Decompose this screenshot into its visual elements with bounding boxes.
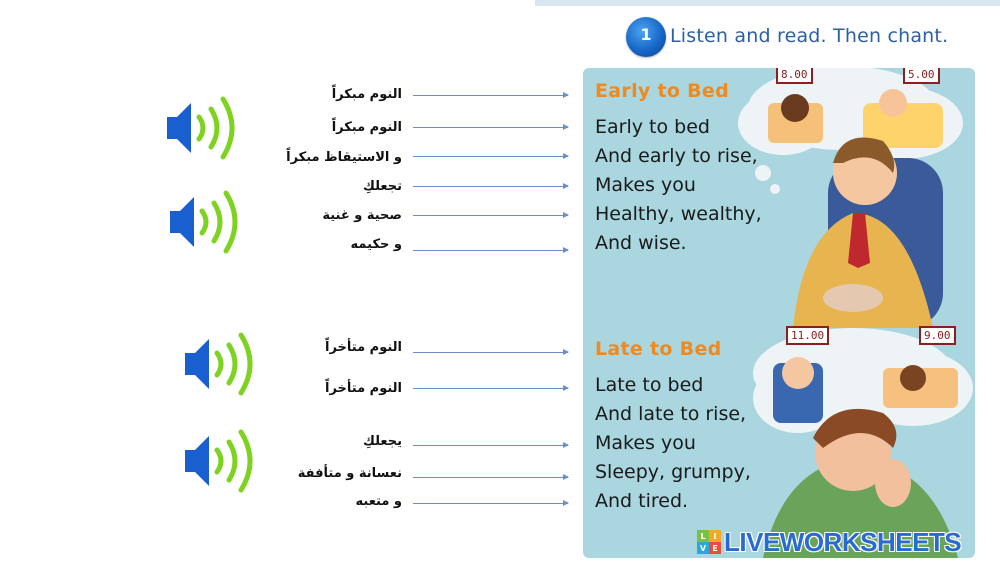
translation-line: و حكيمه	[350, 237, 402, 252]
translation-line: النوم متأخراً	[325, 381, 402, 396]
speaker-icon[interactable]	[166, 189, 248, 255]
connector-arrow	[413, 95, 568, 96]
poem-line: And late to rise,	[595, 403, 747, 425]
clock-label: 11.00	[786, 326, 829, 345]
liveworksheets-logo: L I V E	[697, 530, 721, 554]
translation-line: يجعلكِ	[363, 434, 402, 449]
poem-line: And wise.	[595, 232, 687, 254]
translation-line: و متعبه	[355, 494, 402, 509]
poem-line: And tired.	[595, 490, 689, 512]
poem-line: Makes you	[595, 432, 696, 454]
instruction-text: Listen and read. Then chant.	[670, 25, 949, 47]
speaker-icon[interactable]	[163, 95, 245, 161]
poem-line: And early to rise,	[595, 145, 758, 167]
liveworksheets-watermark[interactable]	[697, 527, 961, 557]
poem-line: Sleepy, grumpy,	[595, 461, 751, 483]
clock-label: 5.00	[903, 68, 940, 84]
poem-title: Early to Bed	[595, 80, 730, 102]
lesson-number-badge	[626, 17, 666, 57]
connector-arrow	[413, 352, 568, 353]
connector-arrow	[413, 186, 568, 187]
connector-arrow	[413, 388, 568, 389]
connector-arrow	[413, 503, 568, 504]
textbook-panel	[583, 68, 975, 558]
connector-arrow	[413, 156, 568, 157]
translation-line: نعسانة و متأففة	[297, 466, 402, 481]
translation-line: النوم مبكراً	[331, 87, 402, 102]
connector-arrow	[413, 445, 568, 446]
translation-line: صحية و غنية	[322, 208, 402, 223]
connector-arrow	[413, 477, 568, 478]
poem-title: Late to Bed	[595, 338, 722, 360]
connector-arrow	[413, 127, 568, 128]
connector-arrow	[413, 250, 568, 251]
clock-label: 8.00	[776, 68, 813, 84]
lesson-number: 1	[640, 25, 652, 44]
translation-line: و الاستيقاظ مبكراً	[286, 150, 402, 165]
translation-line: تجعلكِ	[363, 179, 402, 194]
poem-line: Healthy, wealthy,	[595, 203, 762, 225]
clock-label: 9.00	[919, 326, 956, 345]
watermark-text: LIVEWORKSHEETS	[724, 526, 962, 557]
early-to-bed-illustration	[733, 68, 975, 328]
poem-line: Late to bed	[595, 374, 704, 396]
poem-line: Makes you	[595, 174, 696, 196]
poem-text	[595, 371, 751, 516]
translation-line: النوم متأخراً	[325, 340, 402, 355]
late-to-bed-illustration	[743, 318, 975, 558]
poem-text	[595, 113, 762, 258]
speaker-icon[interactable]	[181, 331, 263, 397]
top-border	[535, 0, 1000, 6]
translation-line: النوم مبكراً	[331, 120, 402, 135]
poem-line: Early to bed	[595, 116, 710, 138]
connector-arrow	[413, 215, 568, 216]
speaker-icon[interactable]	[181, 428, 263, 494]
